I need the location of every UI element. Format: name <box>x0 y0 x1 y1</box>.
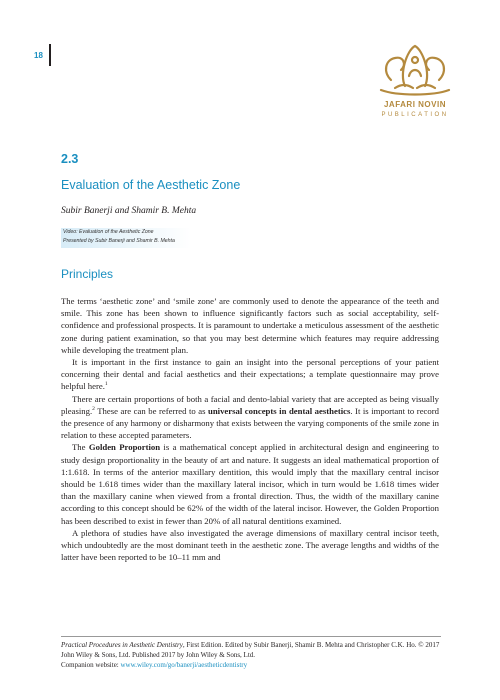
chapter-number: 2.3 <box>61 152 79 166</box>
paragraph-4-b: is a mathematical concept applied in architectural design and engineering to study design proportionality in the beauty of art and nature. It suggests an ideal mathematical proportion of 1:1.618. In terms of the anterior maxillary dentition, this would imply that the maxillary central incisor should be 1.618 times wider than the maxillary lateral incisor, which in turn would be 1.618 times wider than the maxillary canine when viewed from a frontal direction. Thus, the width of the maxillary canine according to this concept should be 62% of the width of the lateral incisor. However, the Golden Proportion has been described to exist in fewer than 20% of all natural dentitions examined. <box>61 442 439 526</box>
reference-2: 2 <box>92 405 95 412</box>
paragraph-1: The terms ‘aesthetic zone’ and ‘smile zone’ are commonly used to denote the appearance of the teeth and smile. This zone has been shown to influence significantly factors such as social acceptability, self-confidence and professional prospects. It is paramount to undertake a meticulous assessment of the aesthetic zone during patient examination, so that you may best determine which features may require addressing while developing the treatment plan. <box>61 296 439 355</box>
chapter-title: Evaluation of the Aesthetic Zone <box>61 178 241 192</box>
publisher-subtitle: PUBLICATION <box>381 112 449 118</box>
video-presenters: Presented by Subir Banerji and Shamir B. Mehta <box>63 238 175 244</box>
companion-website-link[interactable]: www.wiley.com/go/banerji/aestheticdentistry <box>120 661 248 669</box>
paragraph-4 <box>61 441 439 526</box>
paragraph-2 <box>61 356 439 393</box>
reference-1: 1 <box>104 381 108 388</box>
video-box[interactable] <box>61 228 191 248</box>
publisher-logo <box>355 40 475 130</box>
page-number-divider <box>49 44 51 66</box>
paragraph-3-a: There are certain proportions of both a facial and dento-labial variety that are accepted as being visually pleasing. <box>61 393 439 416</box>
footer-rule <box>61 636 441 637</box>
ornament-icon <box>377 40 453 98</box>
body-text <box>61 295 439 563</box>
universal-concepts-term: universal concepts in dental aesthetics <box>208 405 351 416</box>
citation-text: , First Edition. Edited by Subir Banerji, Shamir B. Mehta and Christopher C.K. Ho. © 2017 John Wiley & Sons, Ltd. Published 2017 by John Wiley & Sons, Ltd. <box>61 641 440 659</box>
paragraph-4-a: The <box>72 442 89 453</box>
paragraph-2-text: It is important in the first instance to gain an insight into the personal perceptions of your patient concerning their dental and facial aesthetics and their expectations; a template questionnaire may prove helpful here. <box>61 357 439 392</box>
paragraph-3-b: These are can be referred to as <box>94 405 209 416</box>
companion-label: Companion website: <box>61 661 121 669</box>
paragraph-3 <box>61 393 439 442</box>
chapter-authors: Subir Banerji and Shamir B. Mehta <box>61 206 197 216</box>
publisher-name: JAFARI NOVIN <box>383 100 446 109</box>
video-title: Video: Evaluation of the Aesthetic Zone <box>63 229 154 235</box>
section-heading: Principles <box>61 267 114 281</box>
paragraph-5: A plethora of studies have also investigated the average dimensions of maxillary central incisor teeth, which undoubtedly are the most dominant teeth in the aesthetic zone. The average lengths and widths of the latter have been reported to be 10–11 mm and <box>61 527 439 563</box>
golden-proportion-term: Golden Proportion <box>88 442 161 453</box>
paragraph-3-c: . It is important to record the presence of any harmony or disharmony that exists between the varying components of the smile zone in relation to these accepted parameters. <box>61 405 439 441</box>
book-title: Practical Procedures in Aesthetic Dentistry <box>61 641 183 649</box>
page-number: 18 <box>34 51 43 60</box>
footer-citation <box>61 640 441 670</box>
